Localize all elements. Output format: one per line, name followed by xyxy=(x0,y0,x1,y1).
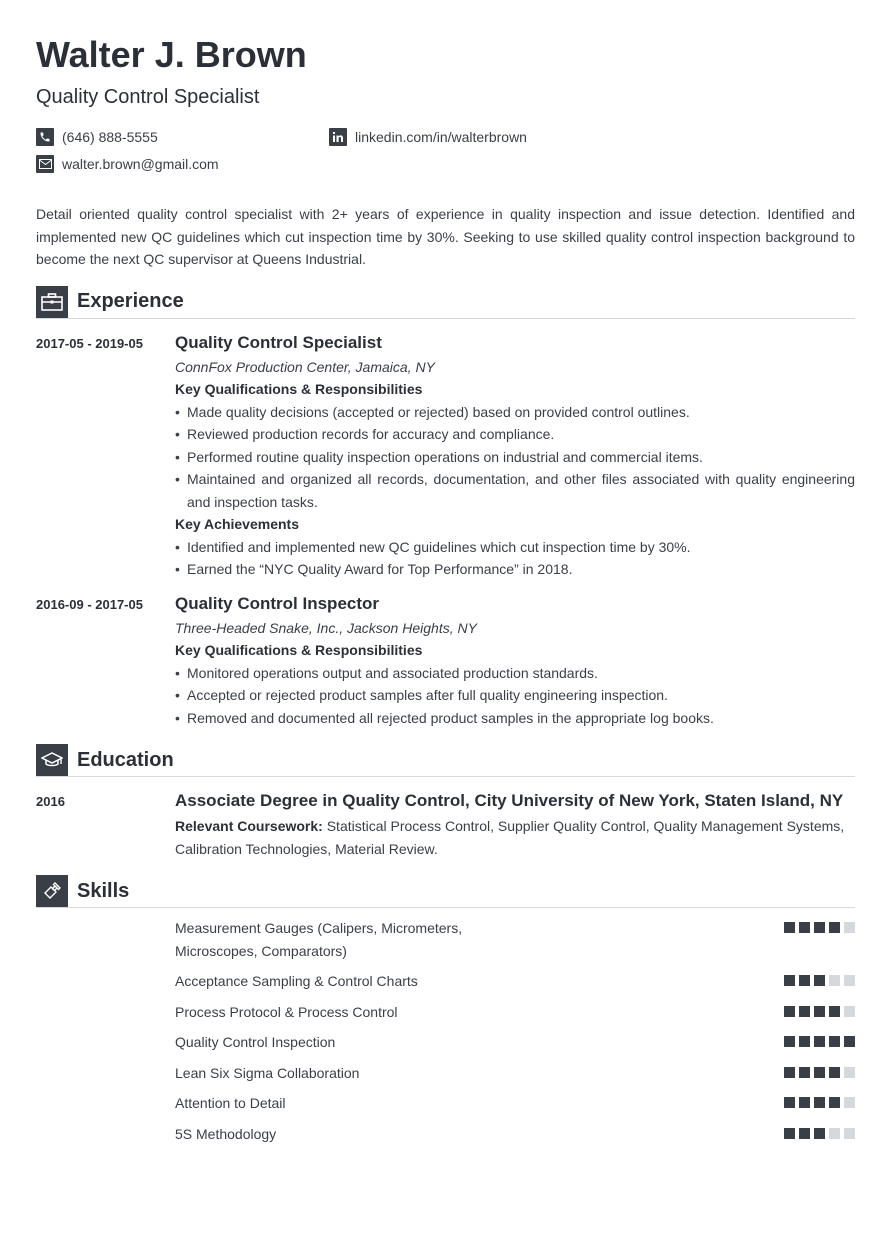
list-item: • Accepted or rejected product samples after full quality engineering inspection. xyxy=(175,684,855,707)
rating-square-filled xyxy=(829,1006,840,1017)
rating-square-filled xyxy=(814,1128,825,1139)
list-item: • Performed routine quality inspection operations on industrial and commercial items. xyxy=(175,446,855,469)
linkedin-text[interactable]: linkedin.com/in/walterbrown xyxy=(355,129,527,145)
rating-square-filled xyxy=(844,1036,855,1047)
candidate-title: Quality Control Specialist xyxy=(36,86,260,108)
coursework-list: Statistical Process Control, Supplier Quality Control, Quality Management Systems, Calibration Technologies, Material Review. xyxy=(175,818,845,857)
rating-square-empty xyxy=(844,975,855,986)
rating-square-empty xyxy=(844,1067,855,1078)
contact-linkedin xyxy=(329,128,527,146)
rating-square-filled xyxy=(814,1036,825,1047)
list-item: • Reviewed production records for accuracy and compliance. xyxy=(175,423,855,446)
degree-title: Associate Degree in Quality Control, City University of New York, Staten Island, NY xyxy=(175,791,844,810)
company-name: Three-Headed Snake, Inc., Jackson Heights, NY xyxy=(175,619,477,636)
rating-square-filled xyxy=(814,975,825,986)
skill-name: Measurement Gauges (Calipers, Micrometers, Microscopes, Comparators) xyxy=(175,920,463,959)
job-title: Quality Control Inspector xyxy=(175,593,380,613)
skill-rating xyxy=(784,970,855,986)
rating-square-empty xyxy=(844,922,855,933)
skill-name: 5S Methodology xyxy=(175,1125,277,1142)
skill-name: Attention to Detail xyxy=(175,1095,286,1111)
coursework xyxy=(175,815,855,860)
rating-square-filled xyxy=(784,1097,795,1108)
skill-rating xyxy=(784,917,855,933)
qualifications-heading: Key Qualifications & Responsibilities xyxy=(175,642,423,658)
rating-square-filled xyxy=(814,1067,825,1078)
summary-paragraph: Detail oriented quality control specialist with 2+ years of experience in quality inspection and issue detection. Identified and implemented new QC guidelines which cut inspection time by 30%. Seeking to use skilled quality control inspection background to become the next QC supervisor at Queens Industrial. xyxy=(36,206,855,267)
rating-square-filled xyxy=(784,1036,795,1047)
skill-rating xyxy=(784,1001,855,1017)
experience-entry xyxy=(36,332,855,581)
contact-phone xyxy=(36,128,158,146)
contact-block xyxy=(36,128,855,188)
rating-square-filled xyxy=(829,922,840,933)
rating-square-filled xyxy=(799,1128,810,1139)
rating-square-filled xyxy=(799,1067,810,1078)
job-title: Quality Control Specialist xyxy=(175,332,382,352)
rating-square-filled xyxy=(799,975,810,986)
company-name: ConnFox Production Center, Jamaica, NY xyxy=(175,358,435,375)
rating-square-filled xyxy=(814,1097,825,1108)
skill-row xyxy=(36,1001,855,1024)
linkedin-icon xyxy=(329,128,347,146)
skill-rating xyxy=(784,1062,855,1078)
qualifications-list xyxy=(175,662,855,730)
skill-rating xyxy=(784,1031,855,1047)
rating-square-empty xyxy=(829,1128,840,1139)
rating-square-filled xyxy=(799,1097,810,1108)
skills-section-header xyxy=(36,875,855,908)
graduation-cap-icon xyxy=(36,744,68,776)
rating-square-filled xyxy=(784,1006,795,1017)
education-section-header xyxy=(36,744,855,777)
education-title: Education xyxy=(77,748,174,771)
skill-rating xyxy=(784,1092,855,1108)
rating-square-filled xyxy=(784,1128,795,1139)
list-item: • Earned the “NYC Quality Award for Top Performance” in 2018. xyxy=(175,558,855,581)
rating-square-filled xyxy=(829,1036,840,1047)
phone-icon xyxy=(36,128,54,146)
rating-square-filled xyxy=(784,975,795,986)
rating-square-empty xyxy=(844,1097,855,1108)
puzzle-icon xyxy=(36,875,68,907)
achievements-list xyxy=(175,536,855,581)
qualifications-heading: Key Qualifications & Responsibilities xyxy=(175,381,423,397)
list-item: • Maintained and organized all records, documentation, and other files associated with quality engineering and inspection tasks. xyxy=(175,468,855,513)
experience-title: Experience xyxy=(77,290,184,312)
achievements-heading: Key Achievements xyxy=(175,516,299,532)
rating-square-filled xyxy=(799,1036,810,1047)
rating-square-filled xyxy=(784,922,795,933)
experience-section-header xyxy=(36,286,855,319)
skill-name: Process Protocol & Process Control xyxy=(175,1003,398,1020)
rating-square-filled xyxy=(799,1006,810,1017)
envelope-icon xyxy=(36,155,54,173)
rating-square-empty xyxy=(844,1006,855,1017)
candidate-name: Walter J. Brown xyxy=(36,34,307,75)
rating-square-filled xyxy=(814,922,825,933)
qualifications-list xyxy=(175,401,855,514)
skill-name: Quality Control Inspection xyxy=(175,1034,336,1050)
skills-title: Skills xyxy=(77,879,130,902)
rating-square-filled xyxy=(829,1067,840,1078)
rating-square-empty xyxy=(844,1128,855,1139)
rating-square-empty xyxy=(829,975,840,986)
rating-square-filled xyxy=(829,1097,840,1108)
skill-row xyxy=(36,1123,855,1146)
phone-text[interactable]: (646) 888-5555 xyxy=(62,129,158,145)
skill-rating xyxy=(784,1123,855,1139)
contact-email xyxy=(36,155,219,173)
list-item: • Identified and implemented new QC guidelines which cut inspection time by 30%. xyxy=(175,536,855,559)
skill-name: Acceptance Sampling & Control Charts xyxy=(175,973,418,989)
rating-square-filled xyxy=(799,922,810,933)
rating-square-filled xyxy=(814,1006,825,1017)
coursework-label: Relevant Coursework: xyxy=(175,818,323,834)
briefcase-icon xyxy=(36,286,68,318)
experience-entry xyxy=(36,593,855,730)
skill-name: Lean Six Sigma Collaboration xyxy=(175,1064,360,1081)
list-item: • Removed and documented all rejected product samples in the appropriate log books. xyxy=(175,707,855,730)
skill-row xyxy=(36,1062,855,1085)
email-text[interactable]: walter.brown@gmail.com xyxy=(62,156,219,172)
skill-row xyxy=(36,1092,855,1115)
education-entry xyxy=(36,790,855,860)
education-year: 2016 xyxy=(36,794,65,809)
skill-row xyxy=(36,970,855,993)
entry-dates: 2016-09 - 2017-05 xyxy=(36,596,143,612)
entry-dates: 2017-05 - 2019-05 xyxy=(36,335,143,351)
skill-row xyxy=(36,917,855,962)
list-item: • Made quality decisions (accepted or rejected) based on provided control outlines. xyxy=(175,401,855,424)
skills-list xyxy=(36,917,855,1145)
rating-square-filled xyxy=(784,1067,795,1078)
list-item: • Monitored operations output and associated production standards. xyxy=(175,662,855,685)
skill-row xyxy=(36,1031,855,1054)
